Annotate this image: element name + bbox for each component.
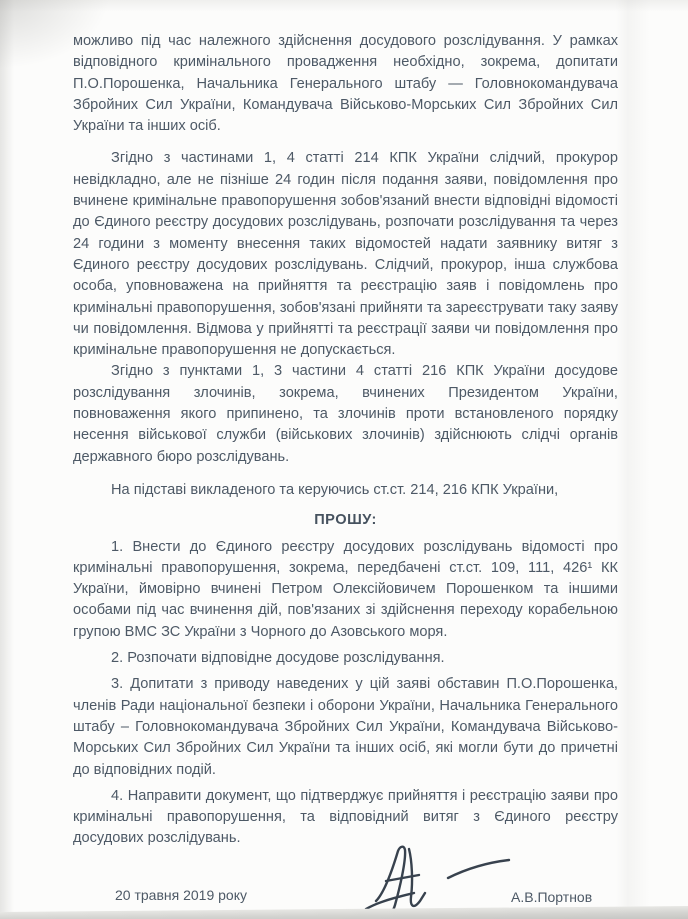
document-body [73,31,618,850]
petition-heading: ПРОШУ: [314,512,377,529]
paragraph-kpk-214: Згідно з частинами 1, 4 статті 214 КПК України слідчий, прокурор невідкладно, але не пізніше 24 годин після подання заяви, повідомлення про вчинене кримінальне правопорушення зобов'язаний внести відповідні відомості до Єдиного реєстру досудових розслідувань, розпочати розслідування та через 24 години з моменту внесення таких відомостей надати заявнику витяг з Єдиного реєстру досудових розслідувань. Слідчий, прокурор, інша службова особа, уповноважена на прийняття та реєстрацію заяв і повідомлень про кримінальні правопорушення, зобов'язані прийняти та зареєструвати таку заяву чи повідомлення. Відмова у прийнятті та реєстрації заяви чи повідомлення про кримінальне правопорушення не допускається. [73,150,618,359]
petition-item-4: 4. Направити документ, що підтверджує прийняття і реєстрацію заяви про кримінальні правопорушення, та відповідний витяг з Єдиного реєстру досудових розслідувань. [73,787,618,847]
date-line: 20 травня 2019 року [115,887,247,903]
paragraph-continuation: можливо під час належного здійснення досудового розслідування. У рамках відповідного кримінального провадження необхідно, зокрема, допитати П.О.Порошенка, Начальника Генерального штабу — Головнокомандувача Збройних Сил України, Командувача Військово-Морських Сил Збройних Сил України та інших осіб. [73,33,618,135]
closing-line: На підставі викладеного та керуючись ст.ст. 214, 216 КПК України, [111,481,559,498]
signer-name: А.В.Портнов [511,889,593,905]
petition-item-1: 1. Внести до Єдиного реєстру досудових розслідувань відомості про кримінальні правопорушення, зокрема, передбачені ст.ст. 109, 111, 426¹ КК України, ймовірно вчинені Петром Олексійовичем Порошенком та іншими особами під час вчинення дій, пов'язаних зі здійснення переходу корабельною групою ВМС ЗС України з Чорного до Азовського моря. [73,538,618,640]
paper-bottom-edge-shadow [0,906,688,919]
petition-item-2: 2. Розпочати відповідне досудове розслідування. [111,650,445,667]
petition-item-3: 3. Допитати з приводу наведених у цій заяві обставин П.О.Порошенка, членів Ради національної безпеки і оборони України, Начальника Генерального штабу – Головнокомандувача Збройних Сил України, Командувача Військово-Морських Сил Збройних Сил України та інших осіб, які могли бути до причетні до відповідних подій. [73,676,618,778]
paragraph-kpk-216: Згідно з пунктами 1, 3 частини 4 статті 216 КПК України досудове розслідування злочинів, зокрема, вчинених Президентом України, повноваження якого припинено, та злочинів проти встановленого порядку несення військової служби (військових злочинів) здійснюють слідчі органів державного бюро розслідувань. [73,363,618,465]
